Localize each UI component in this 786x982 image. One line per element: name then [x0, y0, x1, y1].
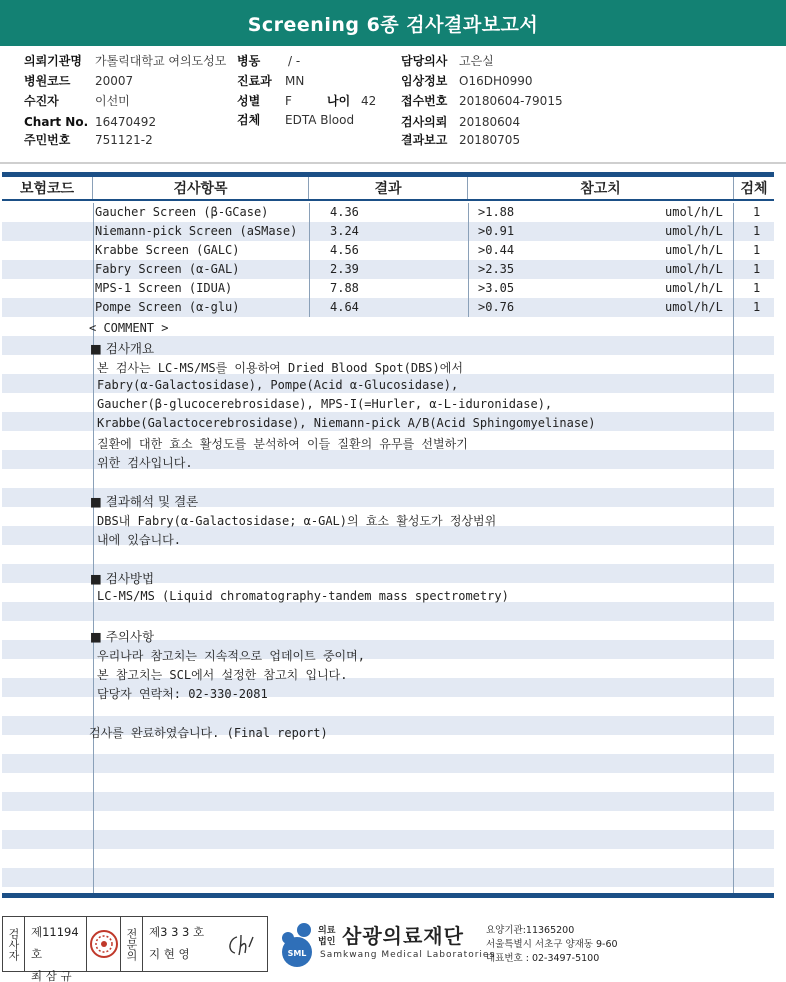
- comment-line: 담당자 연락처: 02-330-2081: [97, 687, 268, 701]
- dept-value: MN: [285, 74, 305, 88]
- test-specimen: 1: [753, 300, 761, 314]
- specialist-license: 제3 3 3 호: [149, 925, 205, 939]
- report-footer: [0, 906, 786, 982]
- accession-value: 20180604-79015: [459, 94, 563, 108]
- test-reference: >1.88: [478, 205, 515, 219]
- doctor-label: 담당의사: [401, 54, 448, 68]
- test-value: 4.64: [330, 300, 359, 314]
- hospital-code-label: 병원코드: [24, 74, 71, 88]
- test-reference: >3.05: [478, 281, 515, 295]
- table-header: [2, 177, 774, 201]
- test-value: 2.39: [330, 262, 359, 276]
- test-specimen: 1: [753, 281, 761, 295]
- test-unit: umol/h/L: [665, 300, 723, 314]
- request-label: 검사의뢰: [401, 115, 448, 129]
- table-row: [2, 260, 774, 279]
- seal-stamp-icon: [89, 929, 119, 959]
- org-code: 요양기관:11365200: [486, 925, 575, 936]
- table-row: [2, 298, 774, 317]
- comment-line: 본 참고치는 SCL에서 설정한 참고치 입니다.: [97, 668, 348, 682]
- section-method-title: ■ 검사방법: [90, 571, 155, 586]
- test-specimen: 1: [753, 224, 761, 238]
- hospital-code-value: 20007: [95, 74, 134, 88]
- row-stripe: [2, 849, 774, 868]
- test-unit: umol/h/L: [665, 243, 723, 257]
- test-reference: >0.91: [478, 224, 515, 238]
- report-value: 20180705: [459, 133, 521, 147]
- hospital-value: 가톨릭대학교 여의도성모: [95, 54, 227, 68]
- header-result: 결과: [309, 177, 468, 199]
- table-row: [2, 279, 774, 298]
- divider: [0, 162, 786, 164]
- row-stripe: [2, 469, 774, 488]
- tester-seal: [87, 917, 121, 971]
- sex-value: F: [285, 94, 292, 108]
- org-address: 서울특별시 서초구 양재동 9-60: [486, 939, 618, 950]
- test-specimen: 1: [753, 205, 761, 219]
- tester-name: 최 삼 규: [31, 969, 72, 982]
- final-report-note: 검사를 완료하였습니다. (Final report): [89, 726, 328, 740]
- specialist-vertical-label: 전문의: [121, 917, 143, 971]
- comment-line: 우리나라 참고치는 지속적으로 업데이트 중이며,: [97, 649, 365, 663]
- report-title: Screening 6종 검사결과보고서: [247, 13, 539, 36]
- org-phone: 대표번호 : 02-3497-5100: [486, 953, 600, 964]
- row-stripe: [2, 773, 774, 792]
- specialist-cell: [143, 917, 267, 971]
- signature-box: [2, 916, 268, 982]
- table-row: [2, 222, 774, 241]
- ward-value: / -: [288, 54, 301, 68]
- specimen-value: EDTA Blood: [285, 113, 355, 127]
- test-specimen: 1: [753, 262, 761, 276]
- test-name: Krabbe Screen (GALC): [95, 243, 240, 257]
- age-value: 42: [361, 94, 377, 108]
- comment-heading: < COMMENT >: [89, 321, 169, 335]
- comment-line: LC-MS/MS (Liquid chromatography-tandem mass spectrometry): [97, 589, 509, 603]
- header-reference: 참고치: [468, 177, 734, 199]
- row-stripe: [2, 811, 774, 830]
- test-reference: >0.76: [478, 300, 515, 314]
- comment-line: 본 검사는 LC-MS/MS를 이용하여 Dried Blood Spot(DBS)에서: [97, 361, 463, 375]
- org-type: 의료법인: [318, 926, 336, 947]
- test-value: 4.36: [330, 205, 359, 219]
- specialist-name: 지 현 영: [149, 947, 190, 961]
- dept-label: 진료과: [237, 74, 272, 88]
- accession-label: 접수번호: [401, 94, 448, 108]
- recipient-value: 이선미: [95, 94, 130, 108]
- signature-icon: [223, 929, 259, 959]
- test-value: 4.56: [330, 243, 359, 257]
- test-reference: >0.44: [478, 243, 515, 257]
- report-title-bar: [0, 0, 786, 46]
- comment-line: Gaucher(β-glucocerebrosidase), MPS-I(=Hurler, α-L-iduronidase),: [97, 397, 553, 411]
- comment-line: 질환에 대한 효소 활성도를 분석하여 이들 질환의 유무를 선별하기: [97, 437, 468, 451]
- table-bottom-border: [2, 893, 774, 898]
- test-name: MPS-1 Screen (IDUA): [95, 281, 233, 295]
- comment-line: 내에 있습니다.: [97, 533, 182, 547]
- tester-license: 제11194호: [31, 925, 79, 961]
- clinical-value: O16DH0990: [459, 74, 533, 88]
- test-unit: umol/h/L: [665, 281, 723, 295]
- chart-value: 16470492: [95, 115, 157, 129]
- header-specimen: 검체: [740, 181, 768, 197]
- clinical-label: 임상정보: [401, 74, 448, 88]
- patient-info: [0, 52, 786, 152]
- tester-vertical-label: 검사자: [3, 917, 25, 971]
- section-interpretation-title: ■ 결과해석 및 결론: [90, 494, 199, 509]
- report-label: 결과보고: [401, 133, 448, 147]
- test-value: 3.24: [330, 224, 359, 238]
- org-english-name: Samkwang Medical Laboratories: [320, 950, 496, 960]
- row-stripe: [2, 868, 774, 887]
- table-row: [2, 241, 774, 260]
- test-unit: umol/h/L: [665, 224, 723, 238]
- table-row: [2, 203, 774, 222]
- row-stripe: [2, 754, 774, 773]
- comment-line: Krabbe(Galactocerebrosidase), Niemann-pick A/B(Acid Sphingomyelinase): [97, 416, 596, 430]
- test-specimen: 1: [753, 243, 761, 257]
- comment-line: 위한 검사입니다.: [97, 456, 193, 470]
- row-stripe: [2, 602, 774, 621]
- doctor-value: 고은실: [459, 54, 494, 68]
- results-table: [2, 172, 774, 900]
- request-value: 20180604: [459, 115, 521, 129]
- recipient-label: 수진자: [24, 94, 59, 108]
- row-stripe: [2, 792, 774, 811]
- org-name: 삼광의료재단: [342, 924, 464, 948]
- specimen-label: 검체: [237, 113, 261, 127]
- test-unit: umol/h/L: [665, 262, 723, 276]
- section-overview-title: ■ 검사개요: [90, 341, 155, 356]
- id-value: 751121-2: [95, 133, 153, 147]
- test-name: Pompe Screen (α-glu): [95, 300, 240, 314]
- tester-cell: [25, 917, 87, 982]
- header-insurance-code: 보험코드: [2, 177, 93, 199]
- chart-label: Chart No.: [24, 115, 89, 129]
- test-name: Gaucher Screen (β-GCase): [95, 205, 269, 219]
- comment-line: Fabry(α-Galactosidase), Pompe(Acid α-Glucosidase),: [97, 378, 459, 392]
- ward-label: 병동: [237, 54, 261, 68]
- test-value: 7.88: [330, 281, 359, 295]
- sml-logo-icon: [272, 918, 324, 970]
- id-label: 주민번호: [24, 133, 71, 147]
- row-stripe: [2, 830, 774, 849]
- table-body: [2, 203, 774, 893]
- section-caution-title: ■ 주의사항: [90, 629, 155, 644]
- organization-info: [272, 920, 782, 970]
- header-test-item: 검사항목: [93, 177, 309, 199]
- test-name: Niemann-pick Screen (aSMase): [95, 224, 298, 238]
- logo-text: SML: [287, 949, 307, 958]
- hospital-label: 의뢰기관명: [24, 54, 82, 68]
- test-name: Fabry Screen (α-GAL): [95, 262, 240, 276]
- test-unit: umol/h/L: [665, 205, 723, 219]
- comment-line: DBS내 Fabry(α-Galactosidase; α-GAL)의 효소 활성도가 정상범위: [97, 514, 497, 528]
- test-reference: >2.35: [478, 262, 515, 276]
- age-label: 나이: [327, 94, 351, 108]
- sex-label: 성별: [237, 94, 261, 108]
